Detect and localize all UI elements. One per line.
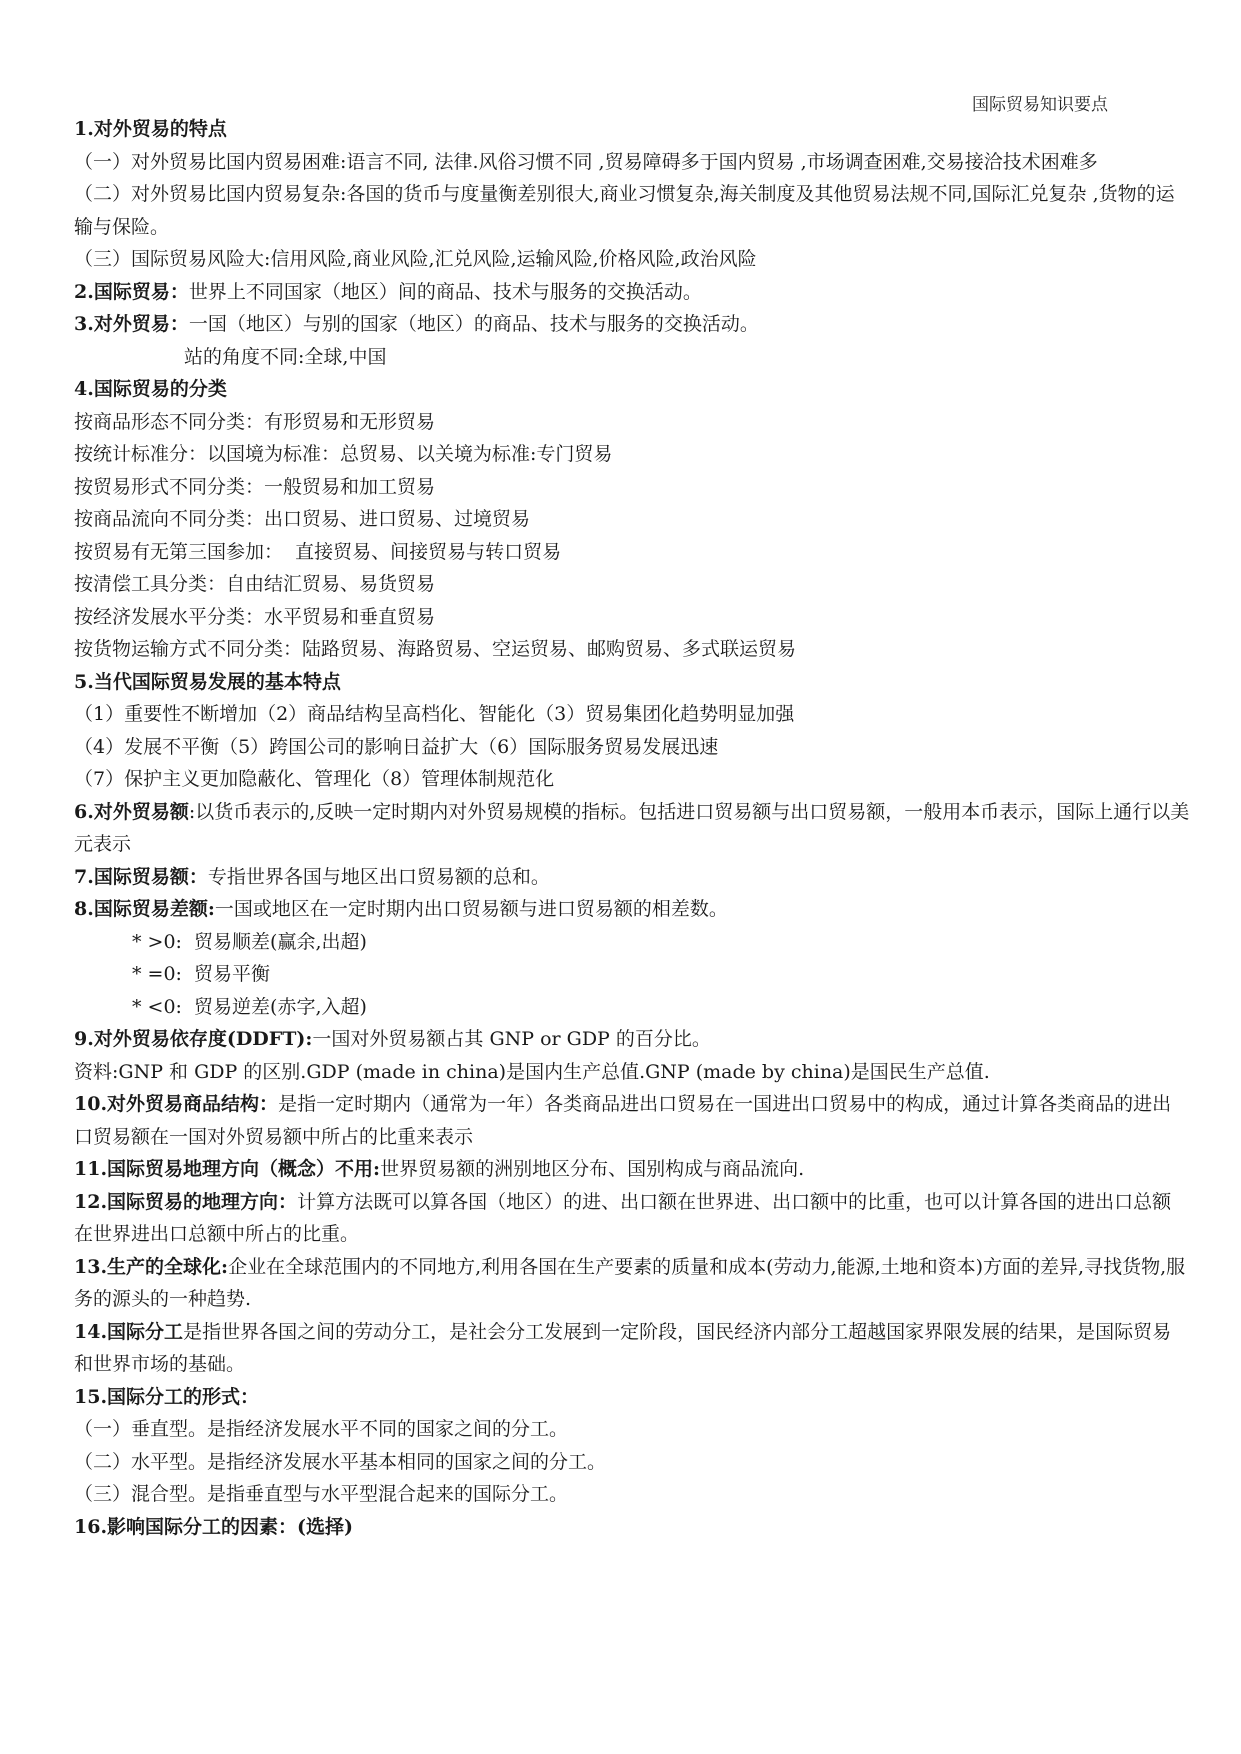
section-4-item-5: 按贸易有无第三国参加： 直接贸易、间接贸易与转口贸易 bbox=[74, 540, 562, 563]
section-9-note: 资料:GNP 和 GDP 的区别.GDP (made in china)是国内生产总值.GNP (made by china)是国民生产总值. bbox=[74, 1060, 990, 1083]
section-14-text: 是指世界各国之间的劳动分工，是社会分工发展到一定阶段，国民经济内部分工超越国家界限发展的结果，是国际贸易和世界市场的基础。 bbox=[74, 1320, 1172, 1375]
section-6-heading: 6.对外贸易额 bbox=[74, 800, 189, 823]
section-3 bbox=[74, 308, 1190, 341]
section-3-text: 一国（地区）与别的国家（地区）的商品、技术与服务的交换活动。 bbox=[188, 313, 759, 335]
section-16-heading: 16.影响国际分工的因素：(选择) bbox=[74, 1515, 354, 1538]
section-15-item-1: （一）垂直型。是指经济发展水平不同的国家之间的分工。 bbox=[74, 1418, 569, 1440]
section-11-heading: 11.国际贸易地理方向（概念）不用: bbox=[74, 1158, 381, 1180]
section-7-heading: 7.国际贸易额： bbox=[74, 865, 208, 888]
section-5-item-2: （4）发展不平衡（5）跨国公司的影响日益扩大（6）国际服务贸易发展迅速 bbox=[74, 735, 719, 758]
section-14 bbox=[74, 1316, 1190, 1381]
page-header-title: 国际贸易知识要点 bbox=[972, 95, 1108, 115]
section-8-item-1: * >0: 贸易顺差(赢余,出超) bbox=[132, 930, 367, 953]
section-6-text: :以货币表示的,反映一定时期内对外贸易规模的指标。包括进口贸易额与出口贸易额，一般用本币表示，国际上通行以美元表示 bbox=[74, 800, 1190, 855]
section-12-text: 计算方法既可以算各国（地区）的进、出口额在世界进、出口额中的比重，也可以计算各国的进出口总额在世界进出口总额中所占的比重。 bbox=[74, 1190, 1172, 1245]
section-15-item-3: （三）混合型。是指垂直型与水平型混合起来的国际分工。 bbox=[74, 1483, 569, 1505]
section-4-heading: 4.国际贸易的分类 bbox=[74, 378, 227, 400]
section-5-heading: 5.当代国际贸易发展的基本特点 bbox=[74, 670, 341, 693]
section-4-item-2: 按统计标准分：以国境为标准：总贸易、以关境为标准:专门贸易 bbox=[74, 443, 613, 465]
section-8 bbox=[74, 893, 1190, 926]
section-15-heading: 15.国际分工的形式： bbox=[74, 1385, 260, 1408]
section-1-item-3: （三）国际贸易风险大:信用风险,商业风险,汇兑风险,运输风险,价格风险,政治风险 bbox=[74, 248, 757, 270]
section-8-item-2: * =0: 贸易平衡 bbox=[132, 963, 271, 985]
section-7-text: 专指世界各国与地区出口贸易额的总和。 bbox=[207, 865, 550, 888]
section-13-text: 企业在全球范围内的不同地方,利用各国在生产要素的质量和成本(劳动力,能源,土地和资本)方面的差异,寻找货物,服务的源头的一种趋势. bbox=[74, 1255, 1186, 1310]
section-12 bbox=[74, 1186, 1190, 1251]
section-2-heading: 2.国际贸易： bbox=[74, 280, 189, 303]
section-11 bbox=[74, 1153, 1190, 1186]
section-1-item-2: （二）对外贸易比国内贸易复杂:各国的货币与度量衡差别很大,商业习惯复杂,海关制度及其他贸易法规不同,国际汇兑复杂 ,货物的运输与保险。 bbox=[74, 183, 1175, 238]
section-9-heading: 9.对外贸易依存度(DDFT): bbox=[74, 1028, 313, 1050]
section-13 bbox=[74, 1251, 1190, 1316]
section-1-heading: 1.对外贸易的特点 bbox=[74, 118, 227, 140]
section-5-item-1: （1）重要性不断增加（2）商品结构呈高档化、智能化（3）贸易集团化趋势明显加强 bbox=[74, 703, 795, 725]
section-10-text: 是指一定时期内（通常为一年）各类商品进出口贸易在一国进出口贸易中的构成，通过计算各类商品的进出口贸易额在一国对外贸易额中所占的比重来表示 bbox=[74, 1093, 1172, 1148]
document-body bbox=[74, 113, 1190, 1543]
section-1-item-1: （一）对外贸易比国内贸易困难:语言不同, 法律.风俗习惯不同 ,贸易障碍多于国内贸易 ,市场调查困难,交易接洽技术困难多 bbox=[74, 150, 1098, 173]
section-4-item-4: 按商品流向不同分类：出口贸易、进口贸易、过境贸易 bbox=[74, 508, 531, 530]
section-8-text: 一国或地区在一定时期内出口贸易额与进口贸易额的相差数。 bbox=[214, 898, 728, 920]
section-7 bbox=[74, 861, 1190, 894]
section-9 bbox=[74, 1023, 1190, 1056]
section-14-heading: 14.国际分工 bbox=[74, 1320, 184, 1343]
section-10-heading: 10.对外贸易商品结构： bbox=[74, 1093, 279, 1115]
section-3-note: 站的角度不同:全球,中国 bbox=[184, 345, 387, 368]
section-4-item-6: 按清偿工具分类：自由结汇贸易、易货贸易 bbox=[74, 573, 436, 595]
section-2-text: 世界上不同国家（地区）间的商品、技术与服务的交换活动。 bbox=[188, 280, 702, 303]
section-3-heading: 3.对外贸易： bbox=[74, 313, 189, 335]
section-8-item-3: * <0: 贸易逆差(赤字,入超) bbox=[132, 995, 367, 1018]
section-15-item-2: （二）水平型。是指经济发展水平基本相同的国家之间的分工。 bbox=[74, 1450, 607, 1473]
section-10 bbox=[74, 1088, 1190, 1153]
section-2 bbox=[74, 276, 1190, 309]
section-4-item-1: 按商品形态不同分类：有形贸易和无形贸易 bbox=[74, 410, 436, 433]
section-4-item-8: 按货物运输方式不同分类：陆路贸易、海路贸易、空运贸易、邮购贸易、多式联运贸易 bbox=[74, 638, 797, 660]
section-11-text: 世界贸易额的洲别地区分布、国别构成与商品流向. bbox=[380, 1158, 805, 1180]
section-8-heading: 8.国际贸易差额: bbox=[74, 898, 215, 920]
section-4-item-7: 按经济发展水平分类：水平贸易和垂直贸易 bbox=[74, 605, 436, 628]
section-9-text: 一国对外贸易额占其 GNP or GDP 的百分比。 bbox=[312, 1028, 711, 1050]
section-4-item-3: 按贸易形式不同分类：一般贸易和加工贸易 bbox=[74, 475, 436, 498]
section-13-heading: 13.生产的全球化: bbox=[74, 1255, 229, 1278]
section-6 bbox=[74, 796, 1190, 861]
section-5-item-3: （7）保护主义更加隐蔽化、管理化（8）管理体制规范化 bbox=[74, 768, 555, 790]
section-12-heading: 12.国际贸易的地理方向： bbox=[74, 1190, 298, 1213]
